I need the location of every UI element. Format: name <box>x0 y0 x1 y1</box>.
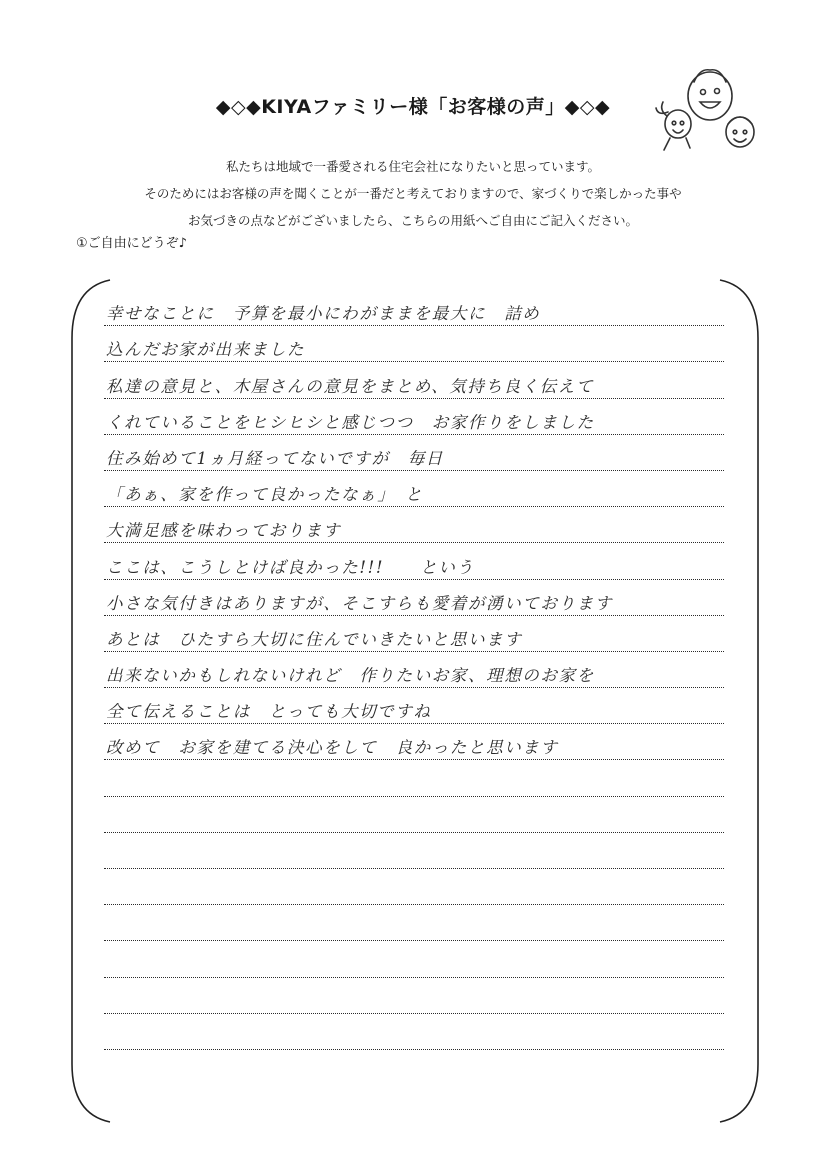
handwritten-text: 幸せなことに 予算を最小にわがままを最大に 詰め <box>106 304 541 324</box>
comment-line <box>104 543 724 579</box>
comment-line <box>104 797 724 833</box>
comment-line <box>104 941 724 977</box>
handwritten-text: ここは、こうしとけば良かった!!! という <box>106 557 475 577</box>
comment-line <box>104 833 724 869</box>
handwritten-text: 出来ないかもしれないけれど 作りたいお家、理想のお家を <box>106 666 595 686</box>
comment-line <box>104 435 724 471</box>
comment-line <box>104 580 724 616</box>
comment-line <box>104 760 724 796</box>
handwritten-text: 込んだお家が出来ました <box>106 340 306 360</box>
comment-line <box>104 869 724 905</box>
handwritten-text: あとは ひたすら大切に住んでいきたいと思います <box>106 629 523 649</box>
intro-line-1: 私たちは地域で一番愛される住宅会社になりたいと思っています。 <box>225 159 600 174</box>
handwritten-text: 「あぁ、家を作って良かったなぁ」 と <box>106 485 424 505</box>
handwritten-text: 大満足感を味わっております <box>106 521 342 541</box>
comment-lines <box>104 290 724 1050</box>
handwritten-text: 全て伝えることは とっても大切ですね <box>106 702 432 722</box>
comment-line <box>104 905 724 941</box>
comment-line <box>104 471 724 507</box>
handwritten-text: くれていることをヒシヒシと感じつつ お家作りをしました <box>106 412 595 432</box>
comment-line <box>104 326 724 362</box>
comment-line <box>104 399 724 435</box>
intro-text <box>0 153 826 234</box>
comment-line <box>104 290 724 326</box>
handwritten-text: 改めて お家を建てる決心をして 良かったと思います <box>106 738 559 758</box>
page-title: ◆◇◆KIYAファミリー様「お客様の声」◆◇◆ <box>215 96 611 118</box>
handwritten-text: 小さな気付きはありますが、そこすらも愛着が湧いております <box>106 593 613 613</box>
comment-line <box>104 1014 724 1050</box>
free-comment-prompt: ①ご自由にどうぞ♪ <box>76 236 187 251</box>
comment-line <box>104 616 724 652</box>
family-mascot-illustration <box>648 62 768 162</box>
intro-line-2: そのためにはお客様の声を聞くことが一番だと考えておりますので、家づくりで楽しかった事や <box>144 186 682 201</box>
comment-line <box>104 507 724 543</box>
handwritten-text: 住み始めて1ヵ月経ってないですが 毎日 <box>106 448 444 468</box>
comment-line <box>104 688 724 724</box>
handwritten-text: 私達の意見と、木屋さんの意見をまとめ、気持ち良く伝えて <box>106 376 595 396</box>
comment-line <box>104 362 724 398</box>
comment-line <box>104 724 724 760</box>
intro-line-3: お気づきの点などがございましたら、こちらの用紙へご自由にご記入ください。 <box>187 213 638 228</box>
comment-line <box>104 978 724 1014</box>
comment-line <box>104 652 724 688</box>
